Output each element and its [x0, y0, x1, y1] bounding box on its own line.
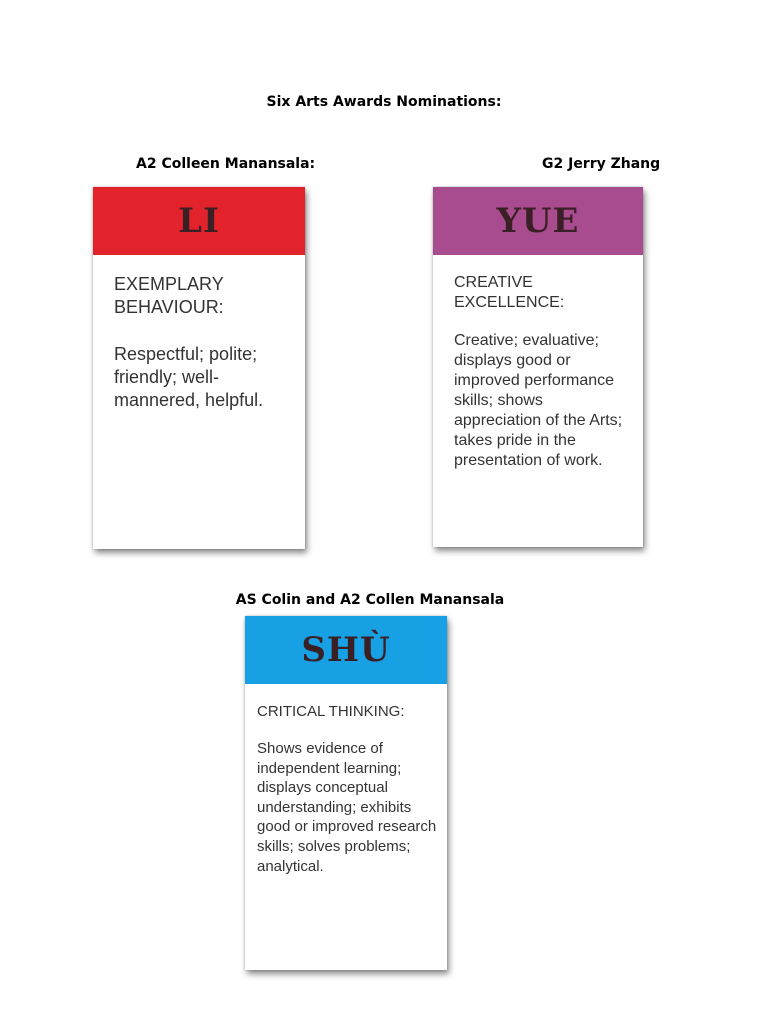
award-card-yue	[433, 187, 643, 547]
virtue-title-yue: YUE	[496, 201, 580, 241]
card-heading-yue: CREATIVE EXCELLENCE:	[454, 274, 565, 311]
card-body-yue	[433, 255, 643, 471]
card-description-li: Respectful; polite; friendly; well-mannered, helpful.	[114, 344, 264, 410]
card-body-shu	[245, 684, 447, 876]
card-body-li	[93, 255, 305, 412]
nominee-label-li: A2 Colleen Manansala:	[136, 156, 316, 172]
virtue-title-li: LI	[178, 201, 220, 241]
award-card-li	[93, 187, 305, 549]
card-heading-li: EXEMPLARY BEHAVIOUR:	[114, 274, 224, 317]
card-description-yue: Creative; evaluative; displays good or improved performance skills; shows appreciation of the Arts; takes pride in the presentation of work.	[454, 332, 623, 469]
card-header-shu	[245, 616, 447, 684]
card-heading-shu: CRITICAL THINKING:	[257, 703, 405, 720]
nominee-label-yue: G2 Jerry Zhang	[542, 156, 661, 172]
virtue-title-shu: SHÙ	[301, 630, 391, 670]
nominee-label-shu: AS Colin and A2 Collen Manansala	[235, 592, 505, 608]
award-card-shu	[245, 616, 447, 970]
card-description-shu: Shows evidence of independent learning; displays conceptual understanding; exhibits good or improved research skills; solves problems; analytical.	[257, 740, 437, 875]
card-header-yue	[433, 187, 643, 255]
document-title: Six Arts Awards Nominations:	[266, 94, 502, 110]
card-header-li	[93, 187, 305, 255]
